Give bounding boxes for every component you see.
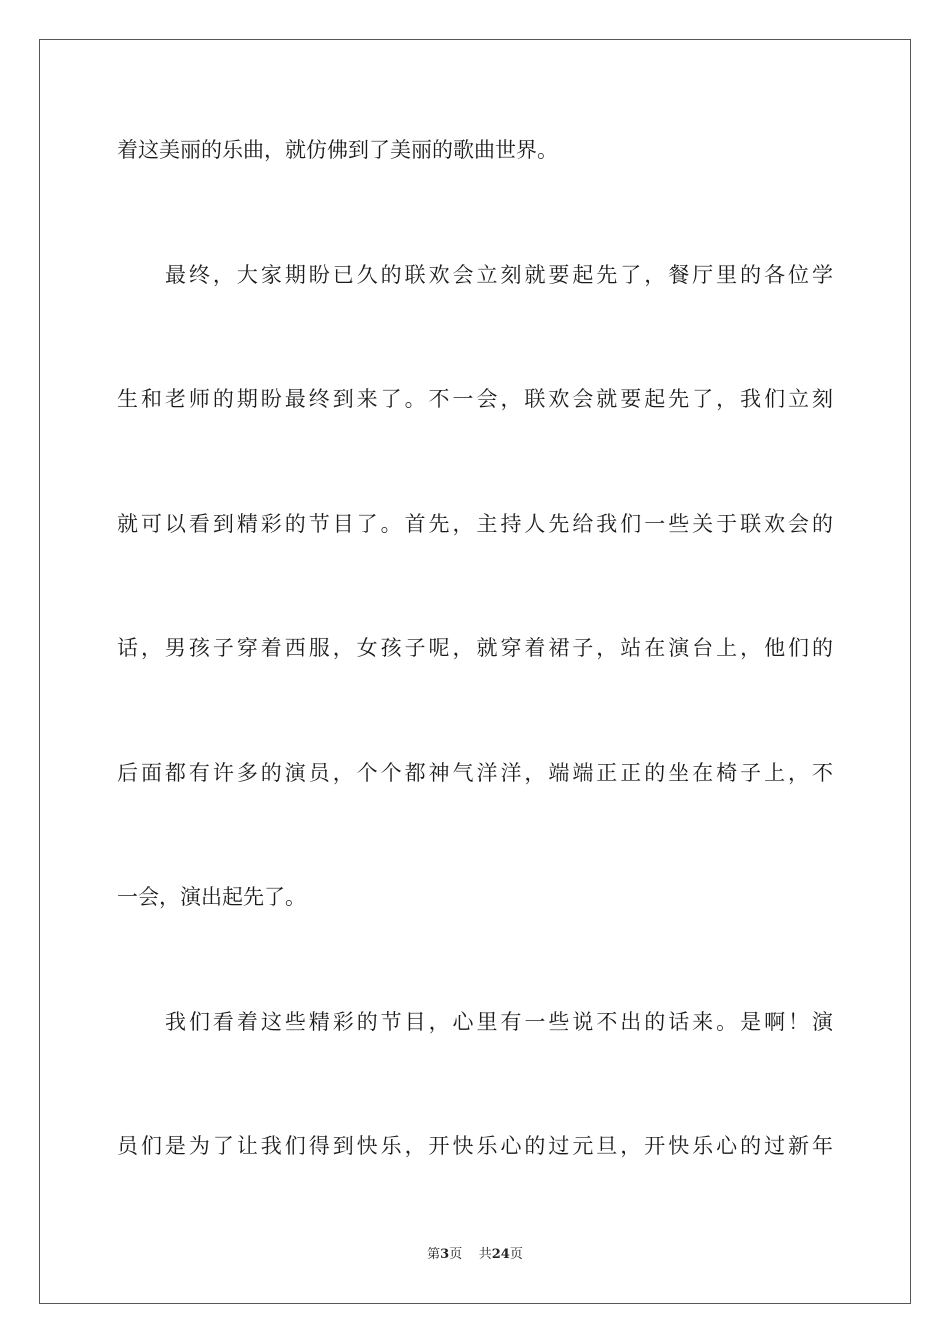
page-number: 3 [440, 1247, 450, 1262]
body-line-4: 就可以看到精彩的节目了。首先，主持人先给我们一些关于联欢会的 [117, 512, 833, 536]
body-line-6: 后面都有许多的演员，个个都神气洋洋，端端正正的坐在椅子上，不 [117, 761, 833, 785]
body-line-1: 着这美丽的乐曲，就仿佛到了美丽的歌曲世界。 [117, 138, 558, 162]
total-prefix: 共 [478, 1247, 492, 1262]
body-line-5: 话，男孩子穿着西服，女孩子呢，就穿着裙子，站在演台上，他们的 [117, 636, 833, 660]
body-line-8: 我们看着这些精彩的节目，心里有一些说不出的话来。是啊！演 [165, 1010, 833, 1034]
total-suffix: 页 [509, 1247, 523, 1262]
page-suffix: 页 [449, 1247, 463, 1262]
page-prefix: 第 [427, 1247, 441, 1262]
body-line-9: 员们是为了让我们得到快乐，开快乐心的过元旦，开快乐心的过新年 [117, 1134, 833, 1158]
page-border [39, 39, 911, 1304]
body-line-2: 最终，大家期盼已久的联欢会立刻就要起先了，餐厅里的各位学 [165, 263, 833, 287]
body-line-7: 一会，演出起先了。 [117, 885, 306, 909]
total-pages: 24 [491, 1247, 510, 1262]
body-line-3: 生和老师的期盼最终到来了。不一会，联欢会就要起先了，我们立刻 [117, 387, 833, 411]
page-footer [0, 1246, 950, 1264]
